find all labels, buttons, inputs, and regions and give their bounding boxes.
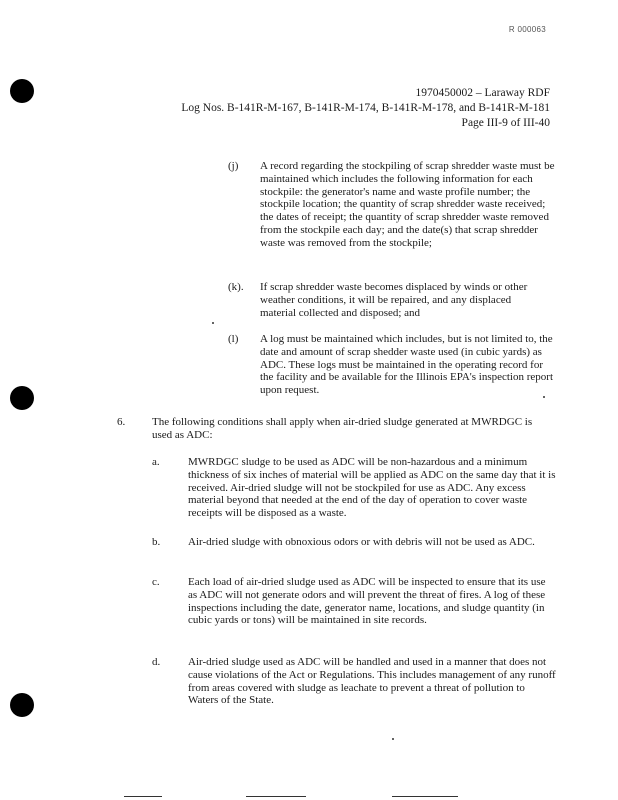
item-k-label: (k).	[228, 281, 244, 293]
section-6-number: 6.	[117, 416, 126, 428]
subitem-c-text: Each load of air-dried sludge used as ADC will be inspected to ensure that its use as ADC will not generate odors and will prevent the threat of fires. A log of these inspections including the date, generator name, locations, and sludge quantity (in cubic yards or tons) will be maintained in site records.	[188, 576, 546, 627]
subitem-c-label: c.	[152, 576, 160, 588]
header-permit-id: 1970450002 – Laraway RDF	[415, 87, 550, 99]
scan-speck	[543, 396, 545, 398]
item-l-label: (l)	[228, 333, 239, 345]
subitem-b-text: Air-dried sludge with obnoxious odors or with debris will not be used as ADC.	[188, 536, 535, 548]
subitem-a-text: MWRDGC sludge to be used as ADC will be non-hazardous and a minimum thickness of six inches of material will be applied as ADC on the same day that it is received. Air-dried sludge will not be stockpiled for use as ADC. Any excess material beyond that needed at the end of the day of operation to cover waste receipts will be disposed as a waste.	[188, 456, 556, 520]
binder-hole-bottom	[10, 693, 34, 717]
subitem-d-label: d.	[152, 656, 161, 668]
footer-initials-line	[246, 796, 306, 797]
item-l-text: A log must be maintained which includes, but is not limited to, the date and amount of scrap shedder waste used (in cubic yards) as ADC. These logs must be maintained in the operating record for the facility and be available for the Illinois EPA's inspection report upon request.	[260, 333, 553, 397]
subitem-d-text: Air-dried sludge used as ADC will be handled and used in a manner that does not cause violations of the Act or Regulations. This includes management of any runoff from areas covered with sludge as leachate to prevent a threat of pollution to Waters of the State.	[188, 656, 556, 707]
binder-hole-middle	[10, 386, 34, 410]
subitem-b-label: b.	[152, 536, 161, 548]
item-k-text: If scrap shredder waste becomes displaced by winds or other weather conditions, it will be repaired, and any displaced material collected and disposed; and	[260, 281, 528, 319]
bates-number: R 000063	[508, 25, 546, 34]
footer-initials-line	[124, 796, 162, 797]
item-j-label: (j)	[228, 160, 239, 172]
item-j-text: A record regarding the stockpiling of scrap shredder waste must be maintained which includes the following information for each stockpile: the generator's name and waste profile number; the stockpile location; the quantity of scrap shredder waste received; the dates of receipt; the quantity of scrap shredder waste removed from the stockpile each day; and the date(s) that scrap shredder waste was removed from the stockpile;	[260, 160, 555, 249]
header-page-number: Page III-9 of III-40	[461, 117, 550, 129]
footer-initials-line	[392, 796, 458, 797]
header-log-numbers: Log Nos. B-141R-M-167, B-141R-M-174, B-141R-M-178, and B-141R-M-181	[181, 102, 550, 114]
scan-speck	[392, 738, 394, 740]
section-6-intro: The following conditions shall apply when air-dried sludge generated at MWRDGC is used as ADC:	[152, 416, 533, 441]
subitem-a-label: a.	[152, 456, 160, 468]
scan-speck	[212, 322, 214, 324]
binder-hole-top	[10, 79, 34, 103]
